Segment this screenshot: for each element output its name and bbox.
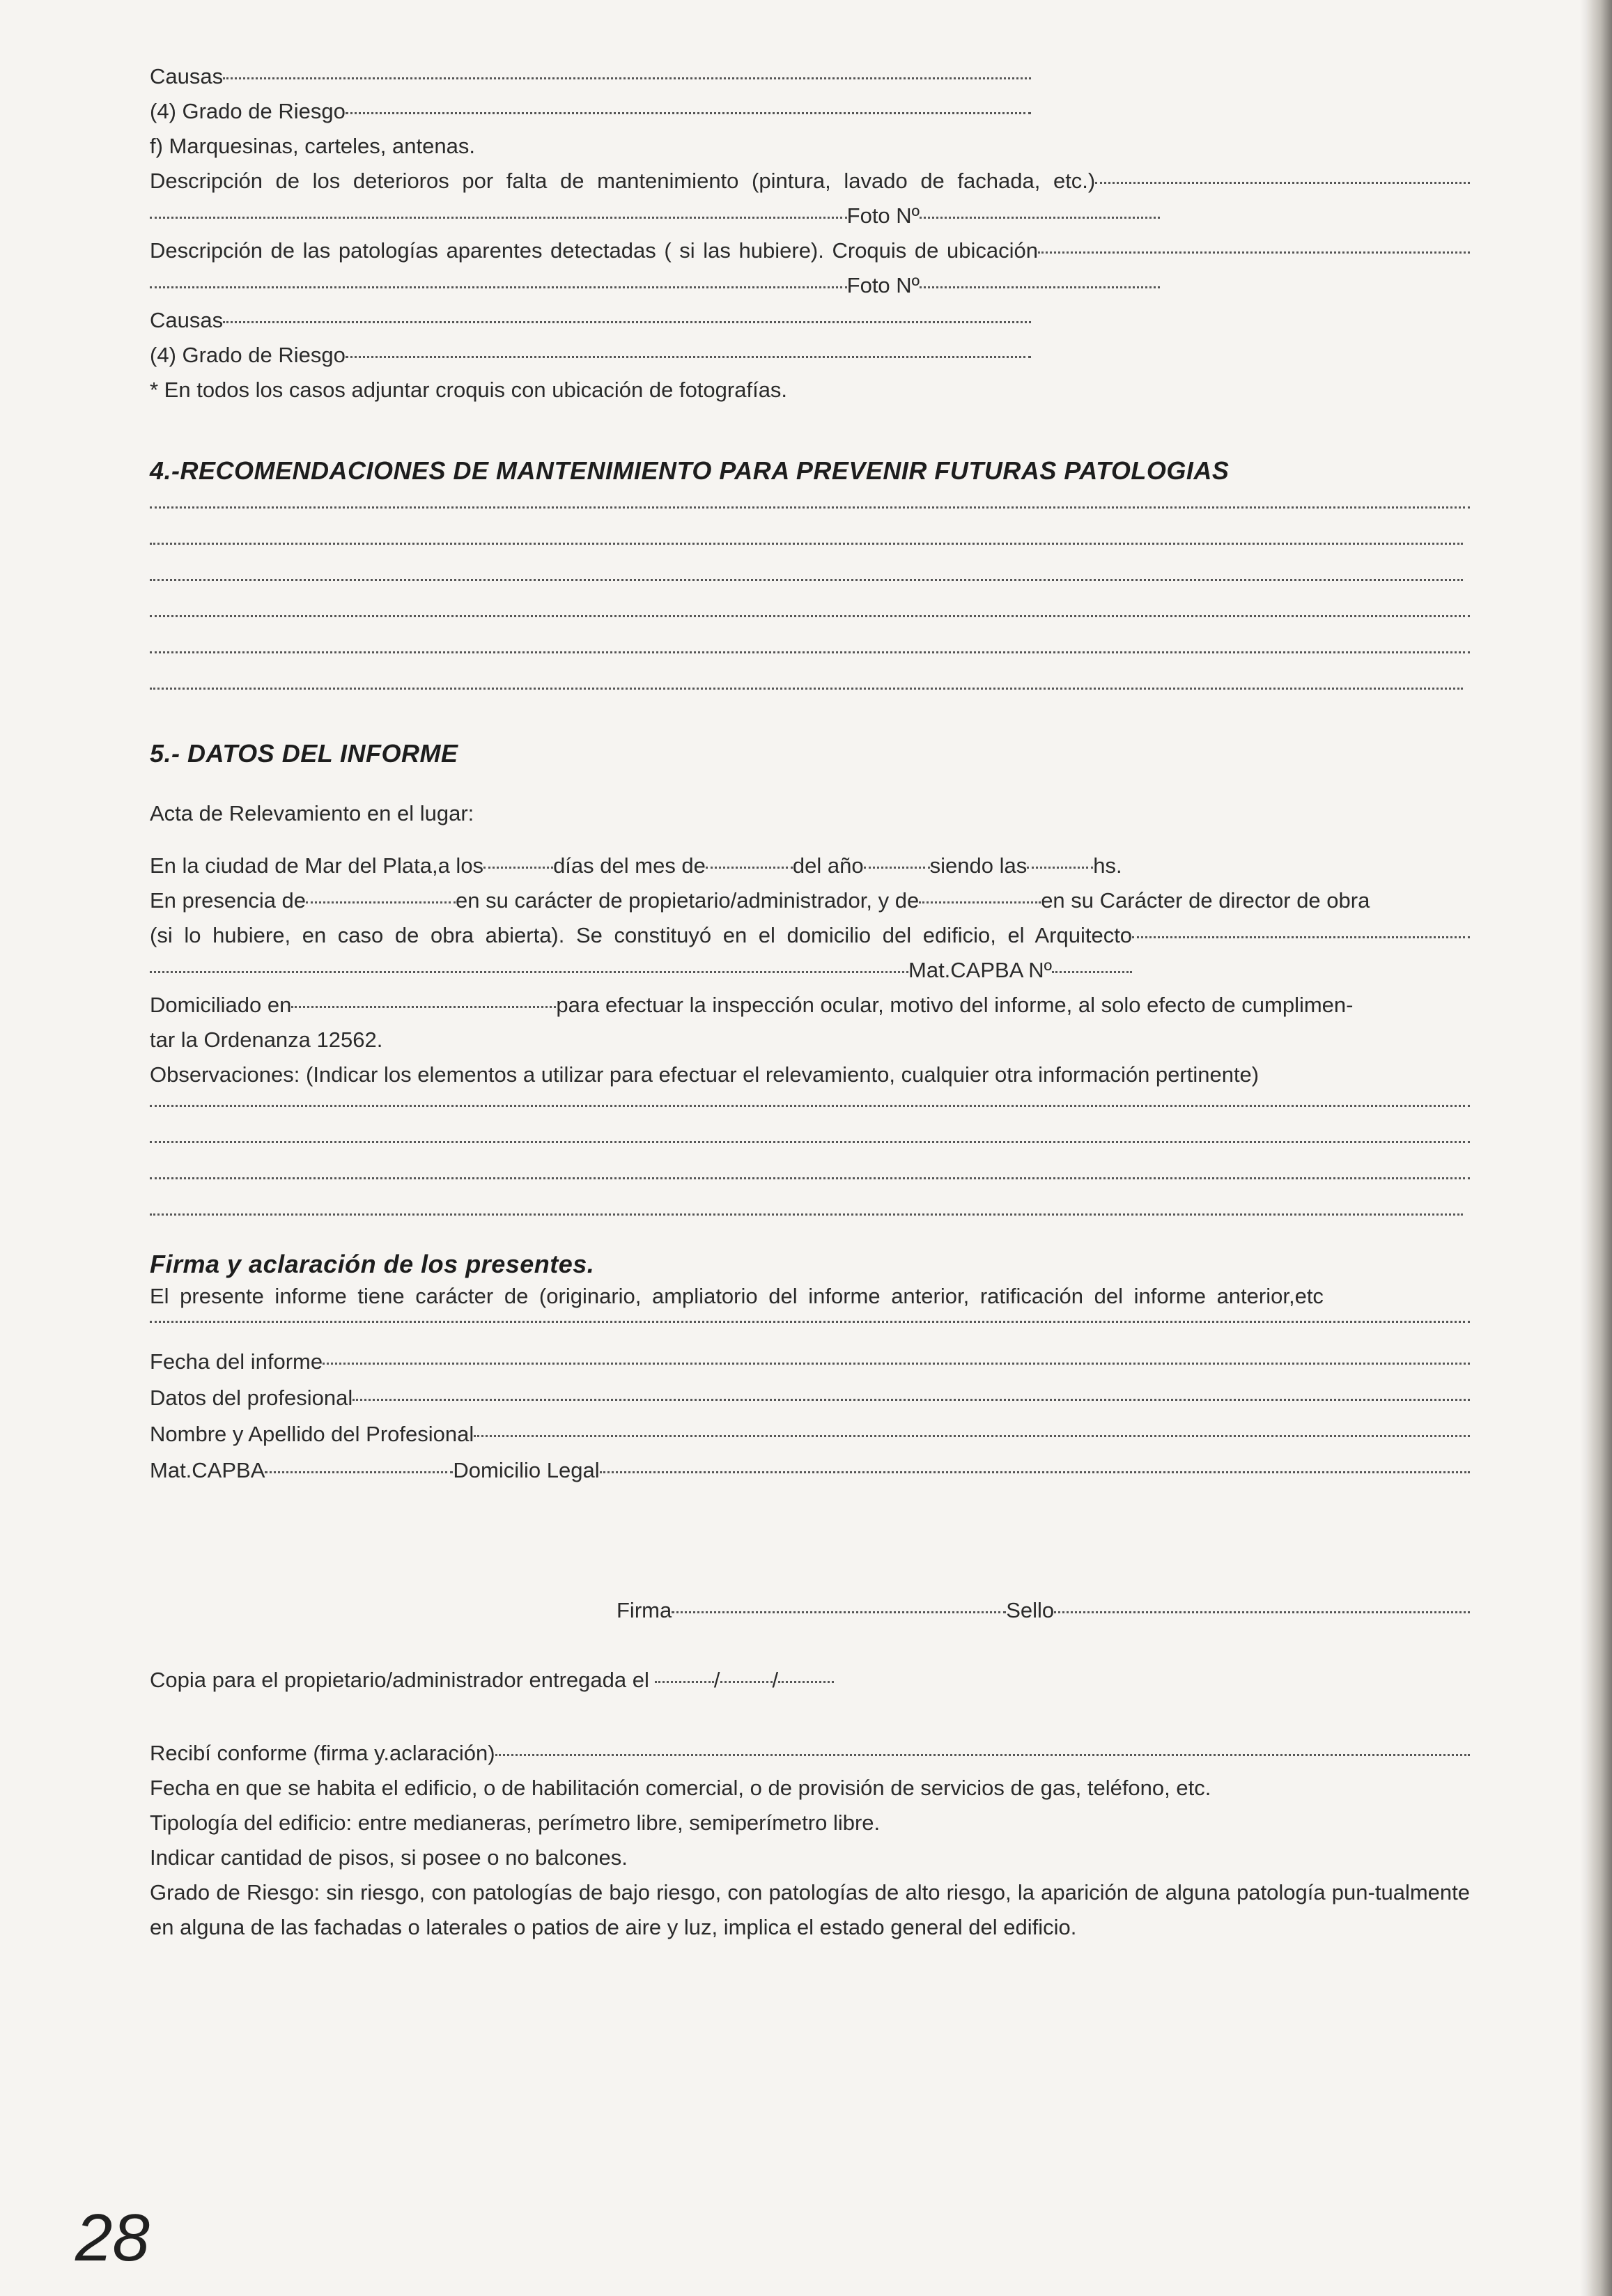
grado-riesgo-label-2: (4) Grado de Riesgo xyxy=(150,343,346,367)
section-5-title: 5.- DATOS DEL INFORME xyxy=(150,739,458,768)
causas-label-2: Causas xyxy=(150,308,224,332)
observaciones-line-1[interactable] xyxy=(150,1105,1470,1107)
copia-label: Copia para el propietario/administrador entregada el xyxy=(150,1668,649,1692)
copia-line[interactable] xyxy=(150,1663,1470,1698)
indicar-pisos-text: Indicar cantidad de pisos, si posee o no balcones. xyxy=(150,1845,628,1870)
grado-riesgo-field[interactable] xyxy=(346,111,1031,114)
firma-field[interactable] xyxy=(672,1611,1006,1613)
caracter-director-label: en su Carácter de director de obra xyxy=(1041,888,1370,913)
slash-2: / xyxy=(772,1668,779,1692)
fecha-habita-text: Fecha en que se habita el edificio, o de habilitación comercial, o de provisión de servicios de gas, teléfono, etc. xyxy=(150,1776,1211,1800)
descripcion-patologias-line[interactable] xyxy=(150,233,1470,268)
nombre-apellido-field[interactable] xyxy=(474,1434,1470,1437)
domiciliado-field[interactable] xyxy=(291,1005,556,1008)
item-f-text: f) Marquesinas, carteles, antenas. xyxy=(150,134,475,158)
anio-field[interactable] xyxy=(864,866,930,869)
caracter-propietario-label: en su carácter de propietario/administrador, y de xyxy=(456,888,920,913)
ordenanza-text: tar la Ordenanza 12562. xyxy=(150,1027,383,1052)
ordenanza-line xyxy=(150,1023,1470,1057)
dia-field[interactable] xyxy=(483,866,553,869)
page-number: 28 xyxy=(75,2201,150,2275)
observaciones-line-2[interactable] xyxy=(150,1141,1470,1143)
datos-profesional-label: Datos del profesional xyxy=(150,1386,353,1410)
acta-relevamiento-text: Acta de Relevamiento en el lugar: xyxy=(150,801,474,825)
observaciones-line-4[interactable] xyxy=(150,1213,1463,1216)
firma-section-title: Firma y aclaración de los presentes. xyxy=(150,1250,595,1278)
causas-line-1[interactable] xyxy=(150,59,1031,94)
recomendaciones-line-3[interactable] xyxy=(150,579,1463,581)
hs-label: hs. xyxy=(1093,853,1122,878)
caracter-informe-line xyxy=(150,1279,1470,1314)
foto-label-1: Foto Nº xyxy=(846,203,920,228)
firma-sello-line[interactable] xyxy=(150,1593,1470,1628)
descripcion-patologias-field[interactable] xyxy=(1038,251,1470,254)
mes-field[interactable] xyxy=(706,866,793,869)
page-edge xyxy=(1587,0,1612,2296)
sello-field[interactable] xyxy=(1054,1611,1470,1613)
mat-capba-n-label: Mat.CAPBA Nº xyxy=(908,958,1052,982)
arquitecto-field[interactable] xyxy=(1132,936,1470,938)
causas-field[interactable] xyxy=(223,77,1031,79)
fecha-informe-field[interactable] xyxy=(323,1362,1470,1365)
recibi-line[interactable] xyxy=(150,1736,1470,1771)
note-croquis-text: * En todos los casos adjuntar croquis con ubicación de fotografías. xyxy=(150,378,788,402)
mat-domicilio-line[interactable] xyxy=(150,1452,1470,1489)
foto-description-field-2[interactable] xyxy=(150,286,847,288)
nombre-apellido-line[interactable] xyxy=(150,1416,1470,1452)
recibi-field[interactable] xyxy=(495,1753,1470,1756)
presencia-label: En presencia de xyxy=(150,888,307,913)
foto-description-field-1[interactable] xyxy=(150,216,847,219)
siendo-las-label: siendo las xyxy=(929,853,1028,878)
ciudad-fecha-line[interactable] xyxy=(150,848,1470,883)
note-croquis xyxy=(150,373,1470,408)
recomendaciones-lines[interactable] xyxy=(150,506,1470,690)
domicilio-legal-field[interactable] xyxy=(600,1471,1470,1473)
sello-label: Sello xyxy=(1006,1598,1055,1622)
tipologia-text: Tipología del edificio: entre medianeras, perímetro libre, semiperímetro libre. xyxy=(150,1810,881,1835)
item-f xyxy=(150,129,1470,164)
grado-riesgo-line-2[interactable] xyxy=(150,338,1031,373)
foto-number-field-2[interactable] xyxy=(920,286,1160,288)
mat-capba-line[interactable] xyxy=(150,953,1132,988)
causas-line-2[interactable] xyxy=(150,303,1031,338)
descripcion-patologias-label: Descripción de las patologías aparentes detectadas ( si las hubiere). Croquis de ubicación xyxy=(150,238,1038,263)
descripcion-deterioros-field[interactable] xyxy=(1095,181,1470,184)
descripcion-deterioros-label: Descripción de los deterioros por falta de mantenimiento (pintura, lavado de fachada, etc.) xyxy=(150,169,1096,193)
foto-line-2[interactable] xyxy=(150,268,1160,303)
grado-riesgo-label: (4) Grado de Riesgo xyxy=(150,99,346,123)
causas-label: Causas xyxy=(150,64,224,88)
recibi-label: Recibí conforme (firma y.aclaración) xyxy=(150,1741,495,1765)
presencia-line[interactable] xyxy=(150,883,1470,918)
domiciliado-line[interactable] xyxy=(150,988,1470,1023)
firma-label: Firma xyxy=(617,1598,672,1622)
observaciones-label: Observaciones: (Indicar los elementos a utilizar para efectuar el relevamiento, cualquier otra información pertinente) xyxy=(150,1062,1260,1087)
nombre-apellido-label: Nombre y Apellido del Profesional xyxy=(150,1422,474,1446)
observaciones-line-3[interactable] xyxy=(150,1177,1470,1179)
director-field[interactable] xyxy=(919,901,1041,903)
observaciones-lines[interactable] xyxy=(150,1105,1470,1216)
causas-field-2[interactable] xyxy=(223,320,1031,323)
datos-profesional-field[interactable] xyxy=(352,1398,1470,1401)
recomendaciones-line-4[interactable] xyxy=(150,615,1470,617)
mat-capba-field[interactable] xyxy=(265,1471,453,1473)
recomendaciones-line-1[interactable] xyxy=(150,506,1470,509)
para-efectuar-label: para efectuar la inspección ocular, motivo del informe, al solo efecto de cumplimen- xyxy=(556,993,1354,1017)
dias-mes-label: días del mes de xyxy=(553,853,706,878)
acta-relevamiento xyxy=(150,796,1470,831)
page-shadow xyxy=(1580,0,1587,2296)
hora-field[interactable] xyxy=(1027,866,1093,869)
observaciones-line xyxy=(150,1057,1470,1092)
foto-number-field-1[interactable] xyxy=(920,216,1160,219)
section-4-title: 4.-RECOMENDACIONES DE MANTENIMIENTO PARA PREVENIR FUTURAS PATOLOGIAS xyxy=(150,456,1230,485)
copia-mes-field[interactable] xyxy=(720,1680,773,1683)
tipologia-note xyxy=(150,1806,1470,1840)
obra-abierta-label: (si lo hubiere, en caso de obra abierta). Se constituyó en el domicilio del edificio, el Arquitecto xyxy=(150,923,1133,947)
anio-label: del año xyxy=(792,853,864,878)
recomendaciones-line-2[interactable] xyxy=(150,543,1463,545)
obra-abierta-line[interactable] xyxy=(150,918,1470,953)
indicar-pisos-note xyxy=(150,1840,1470,1875)
propietario-field[interactable] xyxy=(306,901,456,903)
foto-line-1[interactable] xyxy=(150,199,1160,233)
arquitecto-nombre-field[interactable] xyxy=(150,970,908,973)
caracter-informe-text: El presente informe tiene carácter de (originario, ampliatorio del informe anterior, ratificación del informe anterior,etc xyxy=(150,1284,1324,1308)
copia-anio-field[interactable] xyxy=(778,1680,834,1683)
form-page xyxy=(150,59,1470,1945)
mat-capba-n-field[interactable] xyxy=(1052,970,1132,973)
datos-profesional-line[interactable] xyxy=(150,1380,1470,1416)
recomendaciones-line-5[interactable] xyxy=(150,651,1470,653)
recomendaciones-line-6[interactable] xyxy=(150,688,1463,690)
foto-label-2: Foto Nº xyxy=(846,273,920,297)
mat-capba-label: Mat.CAPBA xyxy=(150,1458,265,1482)
fecha-habita-note xyxy=(150,1771,1470,1806)
copia-dia-field[interactable] xyxy=(655,1680,714,1683)
grado-riesgo-definition: Grado de Riesgo: sin riesgo, con patologías de bajo riesgo, con patologías de alto riesgo, la aparición de alguna patología pun-tualmente en alguna de las fachadas o laterales o patios de aire y luz, implica el estado general del edificio. xyxy=(150,1880,1470,1939)
grado-riesgo-field-2[interactable] xyxy=(346,355,1031,358)
caracter-informe-field[interactable] xyxy=(150,1321,1470,1323)
ciudad-label: En la ciudad de Mar del Plata,a los xyxy=(150,853,484,878)
fecha-informe-line[interactable] xyxy=(150,1344,1470,1380)
domicilio-legal-label: Domicilio Legal xyxy=(453,1458,600,1482)
slash-1: / xyxy=(713,1668,720,1692)
fecha-informe-label: Fecha del informe xyxy=(150,1349,323,1374)
descripcion-deterioros-line[interactable] xyxy=(150,164,1470,199)
domiciliado-label: Domiciliado en xyxy=(150,993,292,1017)
grado-riesgo-line-1[interactable] xyxy=(150,94,1031,129)
